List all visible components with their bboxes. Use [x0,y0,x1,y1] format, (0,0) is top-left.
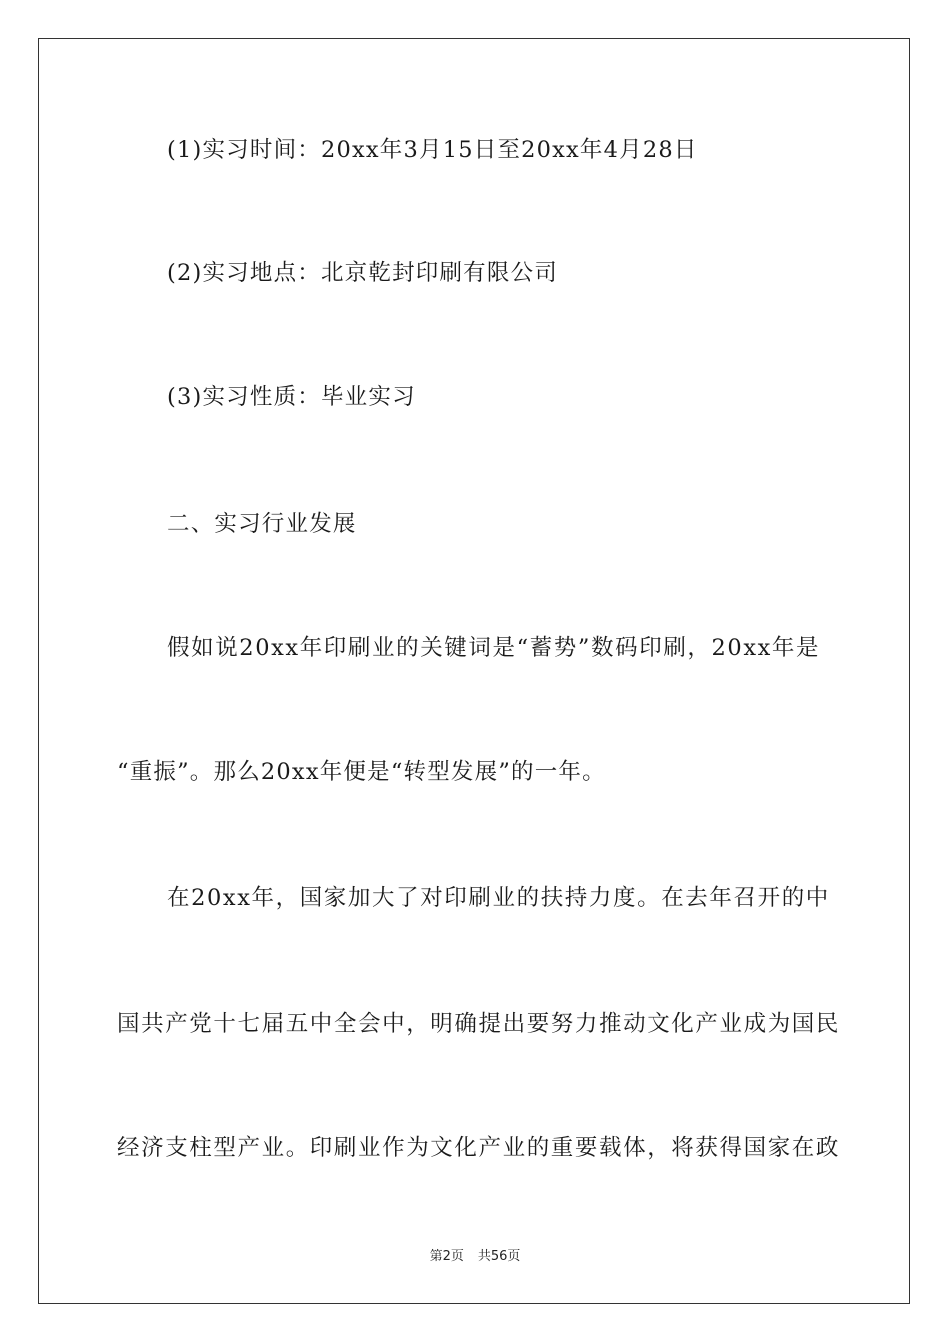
paragraph-line: 假如说20xx年印刷业的关键词是“蓄势”数码印刷，20xx年是 [167,635,821,661]
internship-nature-line: (3)实习性质：毕业实习 [167,384,416,410]
page-footer [0,1248,950,1266]
paragraph-line: 国共产党十七届五中全会中，明确提出要努力推动文化产业成为国民 [117,1011,841,1037]
page-number: 第2页 [429,1249,464,1264]
page-total: 共56页 [477,1249,521,1264]
paragraph-line: 经济支柱型产业。印刷业作为文化产业的重要载体，将获得国家在政 [117,1135,841,1161]
paragraph-line: 在20xx年，国家加大了对印刷业的扶持力度。在去年召开的中 [167,885,830,911]
section-heading: 二、实习行业发展 [167,511,357,537]
internship-location-line: (2)实习地点：北京乾封印刷有限公司 [167,260,558,286]
page-border [38,38,910,1304]
paragraph-line: “重振”。那么20xx年便是“转型发展”的一年。 [117,759,606,785]
internship-time-line: (1)实习时间：20xx年3月15日至20xx年4月28日 [167,137,698,163]
